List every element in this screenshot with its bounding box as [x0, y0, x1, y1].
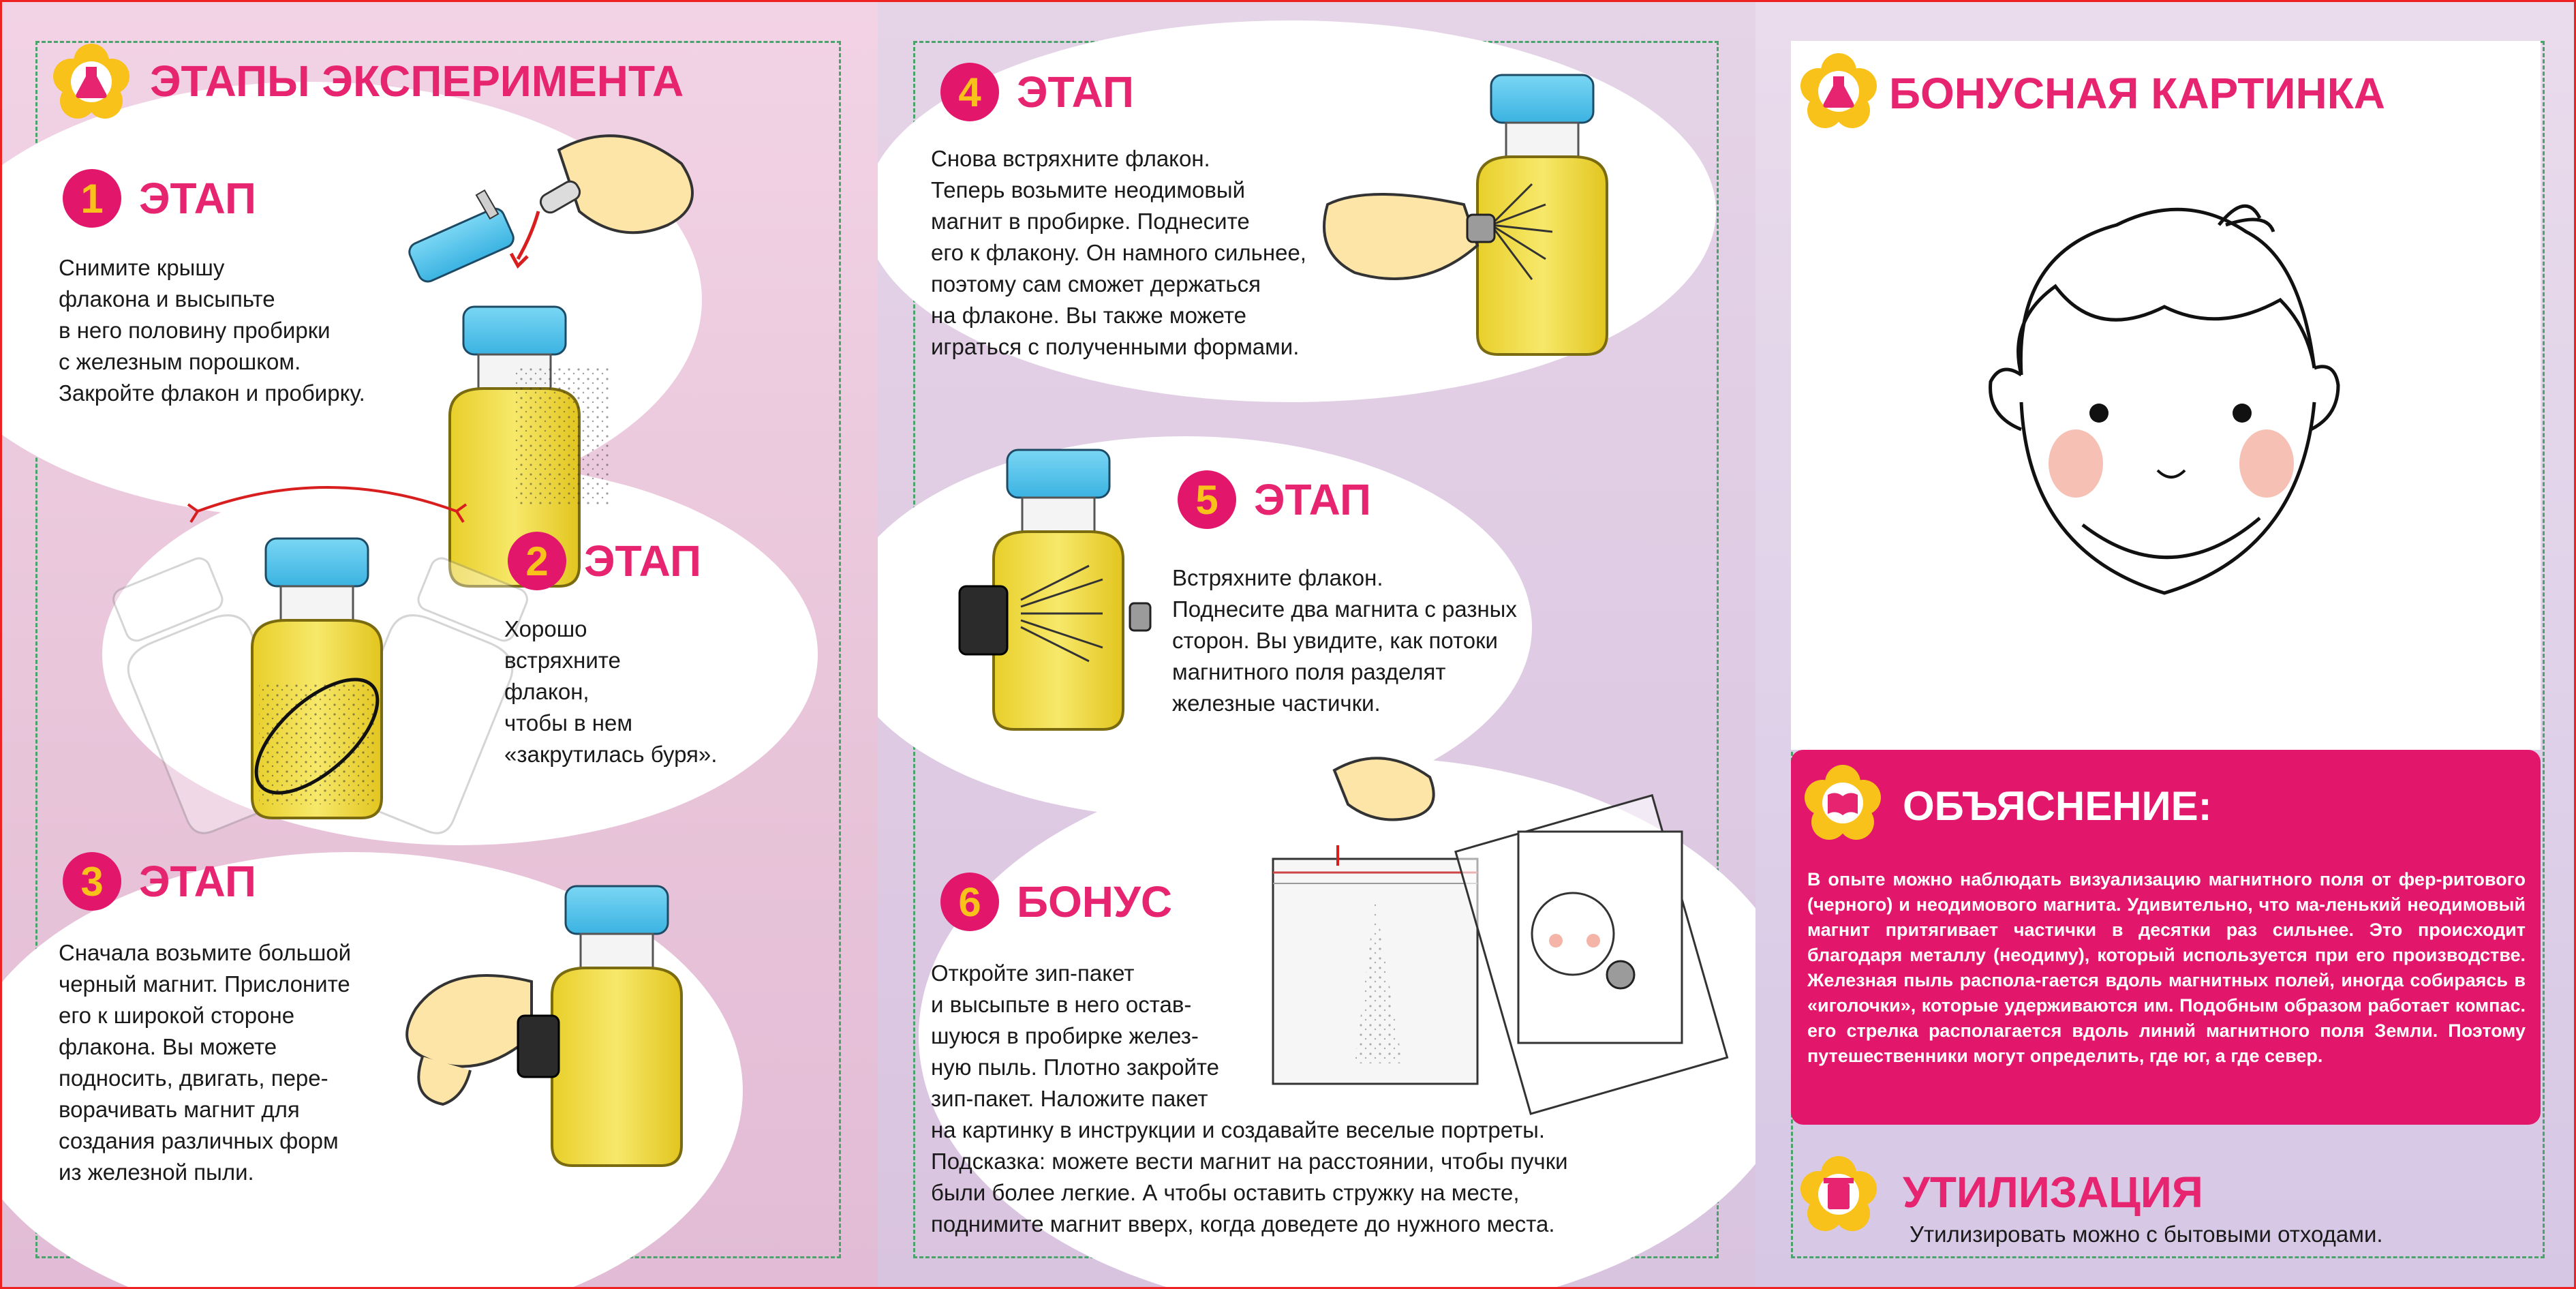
step-number-badge: 5 — [1178, 470, 1236, 529]
step-6-text: Откройте зип-пакет и высыпьте в него остав- шуюся в пробирке желез- ную пыль. Плотно закройте зип-пакет. Наложите пакет на картинку в инструкции и создавайте веселые портреты. Подсказка: можете вести магнит на расстоянии, чтобы пучки были более легкие. А чтобы оставить стружку на месте, поднимите магнит вверх, когда доведете до нужного места. — [931, 960, 1568, 1237]
panel-steps-continued — [878, 0, 1755, 1289]
panel-title: ЭТАПЫ ЭКСПЕРИМЕНТА — [150, 57, 684, 106]
disposal-title: УТИЛИЗАЦИЯ — [1903, 1168, 2203, 1217]
step-number-badge: 3 — [63, 852, 121, 911]
step-2-header — [508, 532, 701, 590]
step-5-illustration — [932, 450, 1178, 723]
book-icon — [1807, 768, 1878, 838]
step-1-illustration — [395, 123, 716, 504]
step-1-header — [63, 169, 256, 228]
step-4-text: Снова встряхните флакон. Теперь возьмите неодимовый магнит в пробирке. Поднесите его к флакону. Он намного сильнее, поэтому сам сможет держаться на флаконе. Вы также можете играться с полученными формами. — [931, 146, 1306, 359]
step-number-badge: 6 — [940, 873, 999, 931]
step-3-illustration — [395, 879, 709, 1200]
explanation-text: В опыте можно наблюдать визуализацию магнитного поля от фер-ритового (черного) и неодимового магнита. Удивительно, что ма-ленький неодимовый магнит притягивает частички в десятки раз сильнее. Это происходит благодаря металлу (неодиму), который используется при его производстве. Железная пыль распола-гается вдоль магнитных полей, иногда собираясь в «иголочки», которые удерживаются им. Подобным образом работает компас. его стрелка располагается вдоль линий магнитного поля Земли. Поэтому путешественники могут определить, где юг, а где север. — [1807, 869, 2526, 1066]
step-label: ЭТАП — [1017, 67, 1134, 117]
step-5-header — [1178, 470, 1371, 529]
bonus-title: БОНУСНАЯ КАРТИНКА — [1889, 69, 2385, 118]
step-6-header — [940, 873, 1172, 931]
step-label: ЭТАП — [139, 857, 256, 906]
disposal-text: Утилизировать можно с бытовыми отходами. — [1910, 1222, 2383, 1247]
step-3-header — [63, 852, 256, 911]
step-label: ЭТАП — [139, 174, 256, 223]
step-4-illustration — [1328, 68, 1600, 361]
step-2-illustration — [123, 464, 504, 832]
trash-icon — [1803, 1159, 1874, 1230]
step-label: ЭТАП — [1254, 475, 1371, 524]
panel-bonus-explanation — [1755, 0, 2576, 1289]
explanation-title: ОБЪЯСНЕНИЕ: — [1903, 783, 2212, 829]
step-number-badge: 4 — [940, 63, 999, 121]
step-number-badge: 2 — [508, 532, 566, 590]
step-1-text: Снимите крышу флакона и высыпьте в него половину пробирки с железным порошком. Закройте флакон и пробирку. — [59, 255, 365, 406]
flask-icon — [1803, 56, 1874, 127]
step-5-text: Встряхните флакон. Поднесите два магнита с разных сторон. Вы увидите, как потоки магнитного поля разделят железные частички. — [1172, 565, 1517, 716]
step-6-illustration — [1273, 736, 1709, 1118]
step-label: ЭТАП — [584, 536, 701, 586]
panel-experiment-steps — [0, 0, 878, 1289]
step-number-badge: 1 — [63, 169, 121, 228]
step-4-header — [940, 63, 1134, 121]
step-3-text: Сначала возьмите большой черный магнит. Прислоните его к широкой стороне флакона. Вы можете подносить, двигать, пере- ворачивать магнит для создания различных форм из железной пыли. — [59, 940, 352, 1185]
flask-icon — [56, 46, 127, 117]
step-label: БОНУС — [1017, 877, 1173, 926]
step-2-text: Хорошо встряхните флакон, чтобы в нем «закрутилась буря». — [504, 616, 718, 767]
boy-face-drawing — [1960, 198, 2382, 634]
